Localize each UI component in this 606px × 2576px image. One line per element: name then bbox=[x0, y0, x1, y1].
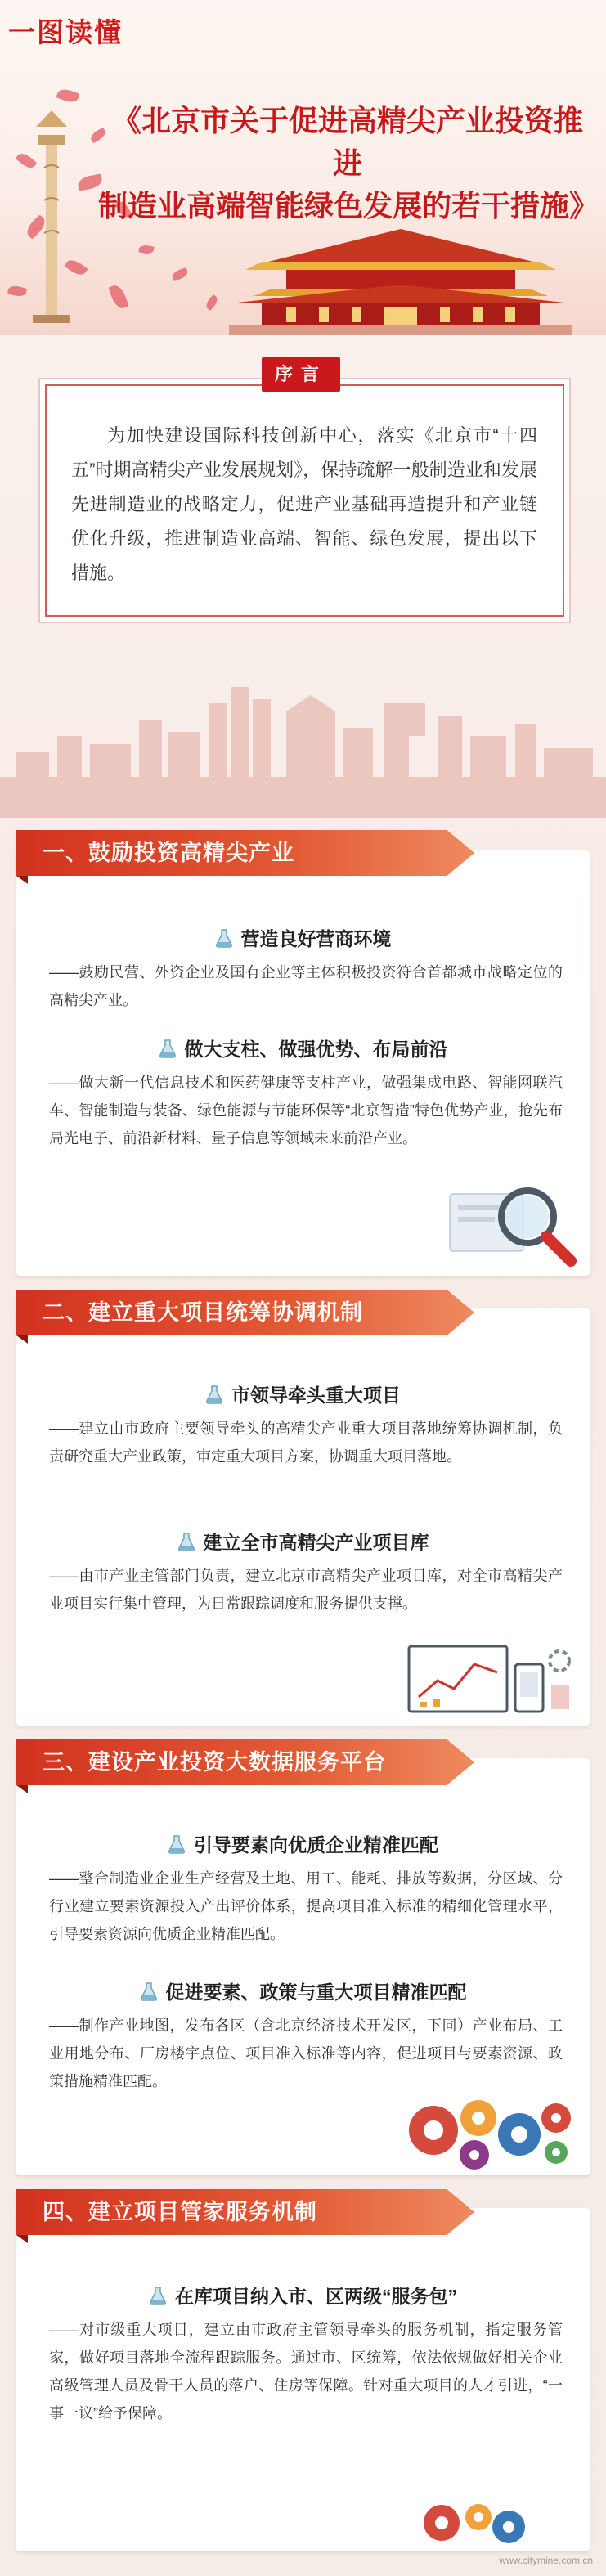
section-1-item-1-body: ——鼓励民营、外资企业及国有企业等主体积极投资符合首都城市战略定位的高精尖产业。 bbox=[49, 964, 563, 1008]
magnifier-icon bbox=[442, 1178, 581, 1268]
section-4-card bbox=[16, 2208, 590, 2551]
section-1-card bbox=[16, 850, 590, 1276]
section-2-item-2-title: 建立全市高精尖产业项目库 bbox=[16, 1528, 590, 1555]
section-3-item-1-title: 引导要素向优质企业精准匹配 bbox=[16, 1830, 590, 1857]
page-tag: 一图读懂 bbox=[8, 17, 123, 47]
preface-label: 序言 bbox=[262, 357, 340, 392]
watermark: www.citymine.com.cn bbox=[499, 2555, 593, 2566]
flask-icon bbox=[168, 1834, 186, 1854]
palace-icon bbox=[229, 221, 572, 335]
flask-icon bbox=[149, 2286, 167, 2305]
section-2-item-1-title: 市领导牵头重大项目 bbox=[16, 1380, 590, 1407]
preface-box bbox=[45, 384, 564, 617]
section-3-item-2-title: 促进要素、政策与重大项目精准匹配 bbox=[16, 1977, 590, 2004]
header-banner bbox=[0, 0, 606, 335]
section-1-item-1-title: 营造良好营商环境 bbox=[16, 924, 590, 951]
section-3-item-1-body: ——整合制造业企业生产经营及土地、用工、能耗、排放等数据，分区域、分行业建立要素资源投入产出评价体系，提高项目准入标准的精细化管理水平，引导要素资源向优质企业精准匹配。 bbox=[49, 1870, 563, 1942]
section-2-heading: 二、建立重大项目统筹协调机制 bbox=[16, 1290, 474, 1339]
title-line-1: 《北京市关于促进高精尖产业投资推进 bbox=[111, 104, 583, 180]
section-4-item-1-body: ——对市级重大项目，建立由市政府主管领导牵头的服务机制，指定服务管家，做好项目落地全流程跟踪服务。通过市、区统筹，依法依规做好相关企业高级管理人员及骨干人员的落户、住房等保障。针对重大项目的人才引进，“一事一议”给予保障。 bbox=[49, 2322, 563, 2421]
title-line-2: 制造业高端智能绿色发展的若干措施》 bbox=[98, 189, 599, 222]
section-2-item-1-body: ——建立由市政府主要领导牵头的高精尖产业重大项目落地统筹协调机制，负责研究重大产业政策，审定重大项目方案，协调重大项目落地。 bbox=[49, 1420, 563, 1465]
section-4-heading: 四、建立项目管家服务机制 bbox=[16, 2189, 474, 2238]
section-3-card bbox=[16, 1758, 590, 2175]
flask-icon bbox=[205, 1384, 223, 1404]
section-1-item-2-title: 做大支柱、做强优势、布局前沿 bbox=[16, 1034, 590, 1061]
preface-text: 为加快建设国际科技创新中心，落实《北京市“十四五”时期高精尖产业发展规划》，保持疏解一般制造业和发展先进制造业的战略定力，促进产业基础再造提升和产业链优化升级，推进制造业高端、智能、绿色发展，提出以下措施。 bbox=[71, 425, 538, 583]
chart-icon bbox=[401, 1640, 577, 1721]
flask-icon bbox=[215, 928, 233, 948]
section-1-item-2-body: ——做大新一代信息技术和医药健康等支柱产业，做强集成电路、智能网联汽车、智能制造与装备、绿色能源与节能环保等“北京智造”特色优势产业，抢先布局光电子、前沿新材料、量子信息等领域未来前沿产业。 bbox=[49, 1075, 563, 1147]
section-2-item-2-body: ——由市产业主管部门负责，建立北京市高精尖产业项目库，对全市高精尖产业项目实行集中管理，为日常跟踪调度和服务提供支撑。 bbox=[49, 1568, 563, 1612]
flask-icon bbox=[177, 1532, 195, 1551]
gears-icon bbox=[397, 2085, 577, 2171]
flask-icon bbox=[159, 1039, 177, 1058]
document-title bbox=[98, 100, 597, 227]
skyline-icon bbox=[0, 654, 606, 818]
flask-icon bbox=[140, 1981, 158, 2001]
section-1-heading: 一、鼓励投资高精尖产业 bbox=[16, 830, 474, 879]
section-2-card bbox=[16, 1308, 590, 1726]
gears-icon bbox=[417, 2494, 540, 2547]
pillar-icon bbox=[33, 110, 70, 323]
section-4-item-1-title: 在库项目纳入市、区两级“服务包” bbox=[16, 2282, 590, 2309]
section-3-item-2-body: ——制作产业地图，发布各区（含北京经济技术开发区，下同）产业布局、工业用地分布、厂房楼宇点位、项目准入标准等内容，促进项目与要素资源、政策措施精准匹配。 bbox=[49, 2017, 563, 2089]
section-3-heading: 三、建设产业投资大数据服务平台 bbox=[16, 1739, 474, 1788]
